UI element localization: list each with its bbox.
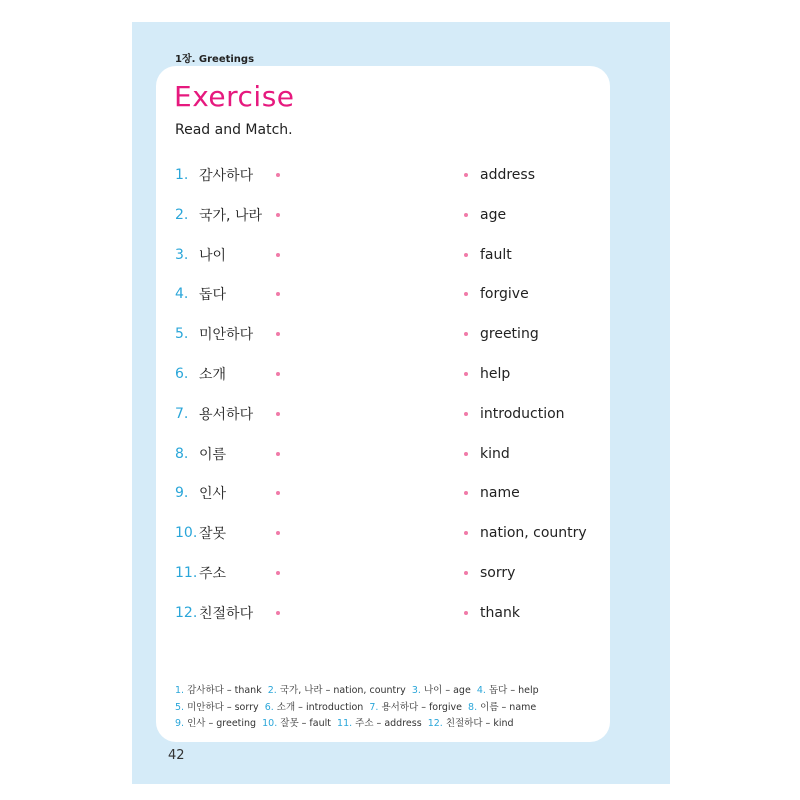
match-dot-right[interactable] <box>464 571 468 575</box>
match-right-item <box>464 364 510 384</box>
korean-word: 주소 <box>199 566 227 582</box>
match-right-item <box>464 284 529 304</box>
answer-text: 주소 – address <box>355 718 422 729</box>
answer-number: 6. <box>264 701 274 713</box>
korean-word: 친절하다 <box>199 605 254 622</box>
match-right-item <box>464 165 535 185</box>
match-right-item <box>464 444 510 464</box>
english-word: thank <box>480 604 520 621</box>
match-dot-right[interactable] <box>464 611 468 615</box>
english-word: fault <box>480 246 512 263</box>
match-right-item <box>464 523 587 543</box>
match-left-item <box>175 165 280 185</box>
answer-number: 10. <box>262 718 278 729</box>
answer-number: 2. <box>267 685 277 696</box>
answer-number: 5. <box>175 701 185 713</box>
match-right-item <box>464 324 539 344</box>
match-dot-left[interactable] <box>276 452 280 456</box>
answer-number: 11. <box>337 718 353 729</box>
korean-word: 돕다 <box>199 287 227 304</box>
answer-text: 소개 – introduction <box>276 701 364 713</box>
answer-line <box>175 700 595 717</box>
korean-word: 나이 <box>199 247 227 264</box>
match-dot-right[interactable] <box>464 531 468 535</box>
item-number: 3. <box>175 246 189 263</box>
korean-word: 미안하다 <box>199 327 254 344</box>
answer-text: 친절하다 – kind <box>445 718 514 729</box>
korean-word: 인사 <box>199 486 227 503</box>
answer-number: 4. <box>476 685 486 696</box>
match-dot-left[interactable] <box>276 372 280 376</box>
answer-number: 8. <box>468 701 478 713</box>
match-left-item <box>175 603 280 623</box>
match-left-item <box>175 523 280 543</box>
item-number: 5. <box>175 326 189 343</box>
answer-text: 이름 – name <box>480 701 537 713</box>
item-number: 1. <box>175 167 189 183</box>
english-word: kind <box>480 445 510 462</box>
item-number: 7. <box>175 405 189 422</box>
match-dot-left[interactable] <box>276 571 280 575</box>
match-dot-left[interactable] <box>276 253 280 257</box>
english-word: greeting <box>480 326 539 343</box>
match-right-item <box>464 483 520 503</box>
answer-line <box>175 716 595 733</box>
match-left-item <box>175 563 280 583</box>
match-dot-right[interactable] <box>464 491 468 495</box>
match-right-item <box>464 563 515 583</box>
match-left-item <box>175 483 280 503</box>
item-number: 9. <box>175 485 189 502</box>
item-number: 6. <box>175 366 189 382</box>
english-word: sorry <box>480 565 516 581</box>
answer-number: 9. <box>175 718 185 729</box>
answer-text: 용서하다 – forgive <box>381 701 462 713</box>
item-number: 2. <box>175 206 189 223</box>
match-left-item <box>175 284 280 304</box>
page-number: 42 <box>168 748 185 763</box>
korean-word: 국가, 나라 <box>199 207 262 224</box>
match-left-item <box>175 324 280 344</box>
answer-line <box>175 683 595 700</box>
item-number: 8. <box>175 445 189 462</box>
answer-key <box>175 683 595 733</box>
match-dot-right[interactable] <box>464 292 468 296</box>
match-dot-right[interactable] <box>464 213 468 217</box>
answer-number: 12. <box>427 718 443 729</box>
chapter-header: 1장. Greetings <box>175 54 255 65</box>
match-dot-left[interactable] <box>276 292 280 296</box>
exercise-title: Exercise <box>174 80 295 113</box>
answer-text: 감사하다 – thank <box>187 685 262 696</box>
match-dot-left[interactable] <box>276 173 280 177</box>
match-left-item <box>175 404 280 424</box>
english-word: address <box>480 167 536 183</box>
korean-word: 감사하다 <box>199 168 254 184</box>
item-number: 4. <box>175 286 189 303</box>
match-dot-left[interactable] <box>276 491 280 495</box>
korean-word: 소개 <box>199 367 227 383</box>
match-dot-right[interactable] <box>464 412 468 416</box>
match-dot-right[interactable] <box>464 253 468 257</box>
match-right-item <box>464 603 520 623</box>
match-dot-right[interactable] <box>464 372 468 376</box>
english-word: age <box>480 206 507 223</box>
korean-word: 잘못 <box>199 526 227 543</box>
answer-text: 돕다 – help <box>488 685 539 696</box>
english-word: name <box>480 485 520 502</box>
korean-word: 용서하다 <box>199 406 254 423</box>
match-left-item <box>175 245 280 265</box>
english-word: help <box>480 366 511 382</box>
answer-text: 잘못 – fault <box>280 718 331 729</box>
match-dot-right[interactable] <box>464 173 468 177</box>
match-dot-left[interactable] <box>276 213 280 217</box>
match-dot-right[interactable] <box>464 452 468 456</box>
answer-text: 국가, 나라 – nation, country <box>279 685 406 696</box>
answer-number: 7. <box>369 701 379 713</box>
match-dot-left[interactable] <box>276 412 280 416</box>
answer-number: 3. <box>411 685 421 696</box>
match-left-item <box>175 205 280 225</box>
item-number: 10. <box>175 525 198 542</box>
korean-word: 이름 <box>199 446 227 463</box>
item-number: 12. <box>175 604 198 621</box>
match-dot-left[interactable] <box>276 332 280 336</box>
english-word: nation, country <box>480 525 587 542</box>
english-word: forgive <box>480 286 529 303</box>
match-dot-right[interactable] <box>464 332 468 336</box>
exercise-instructions: Read and Match. <box>175 122 293 138</box>
answer-number: 1. <box>175 685 185 696</box>
match-dot-left[interactable] <box>276 611 280 615</box>
english-word: introduction <box>480 405 565 422</box>
match-left-item <box>175 444 280 464</box>
answer-text: 인사 – greeting <box>187 718 257 729</box>
match-right-item <box>464 245 512 265</box>
match-dot-left[interactable] <box>276 531 280 535</box>
match-left-item <box>175 364 280 384</box>
match-right-item <box>464 205 506 225</box>
item-number: 11. <box>175 565 198 581</box>
match-right-item <box>464 404 565 424</box>
answer-text: 나이 – age <box>423 685 471 696</box>
answer-text: 미안하다 – sorry <box>187 701 259 713</box>
